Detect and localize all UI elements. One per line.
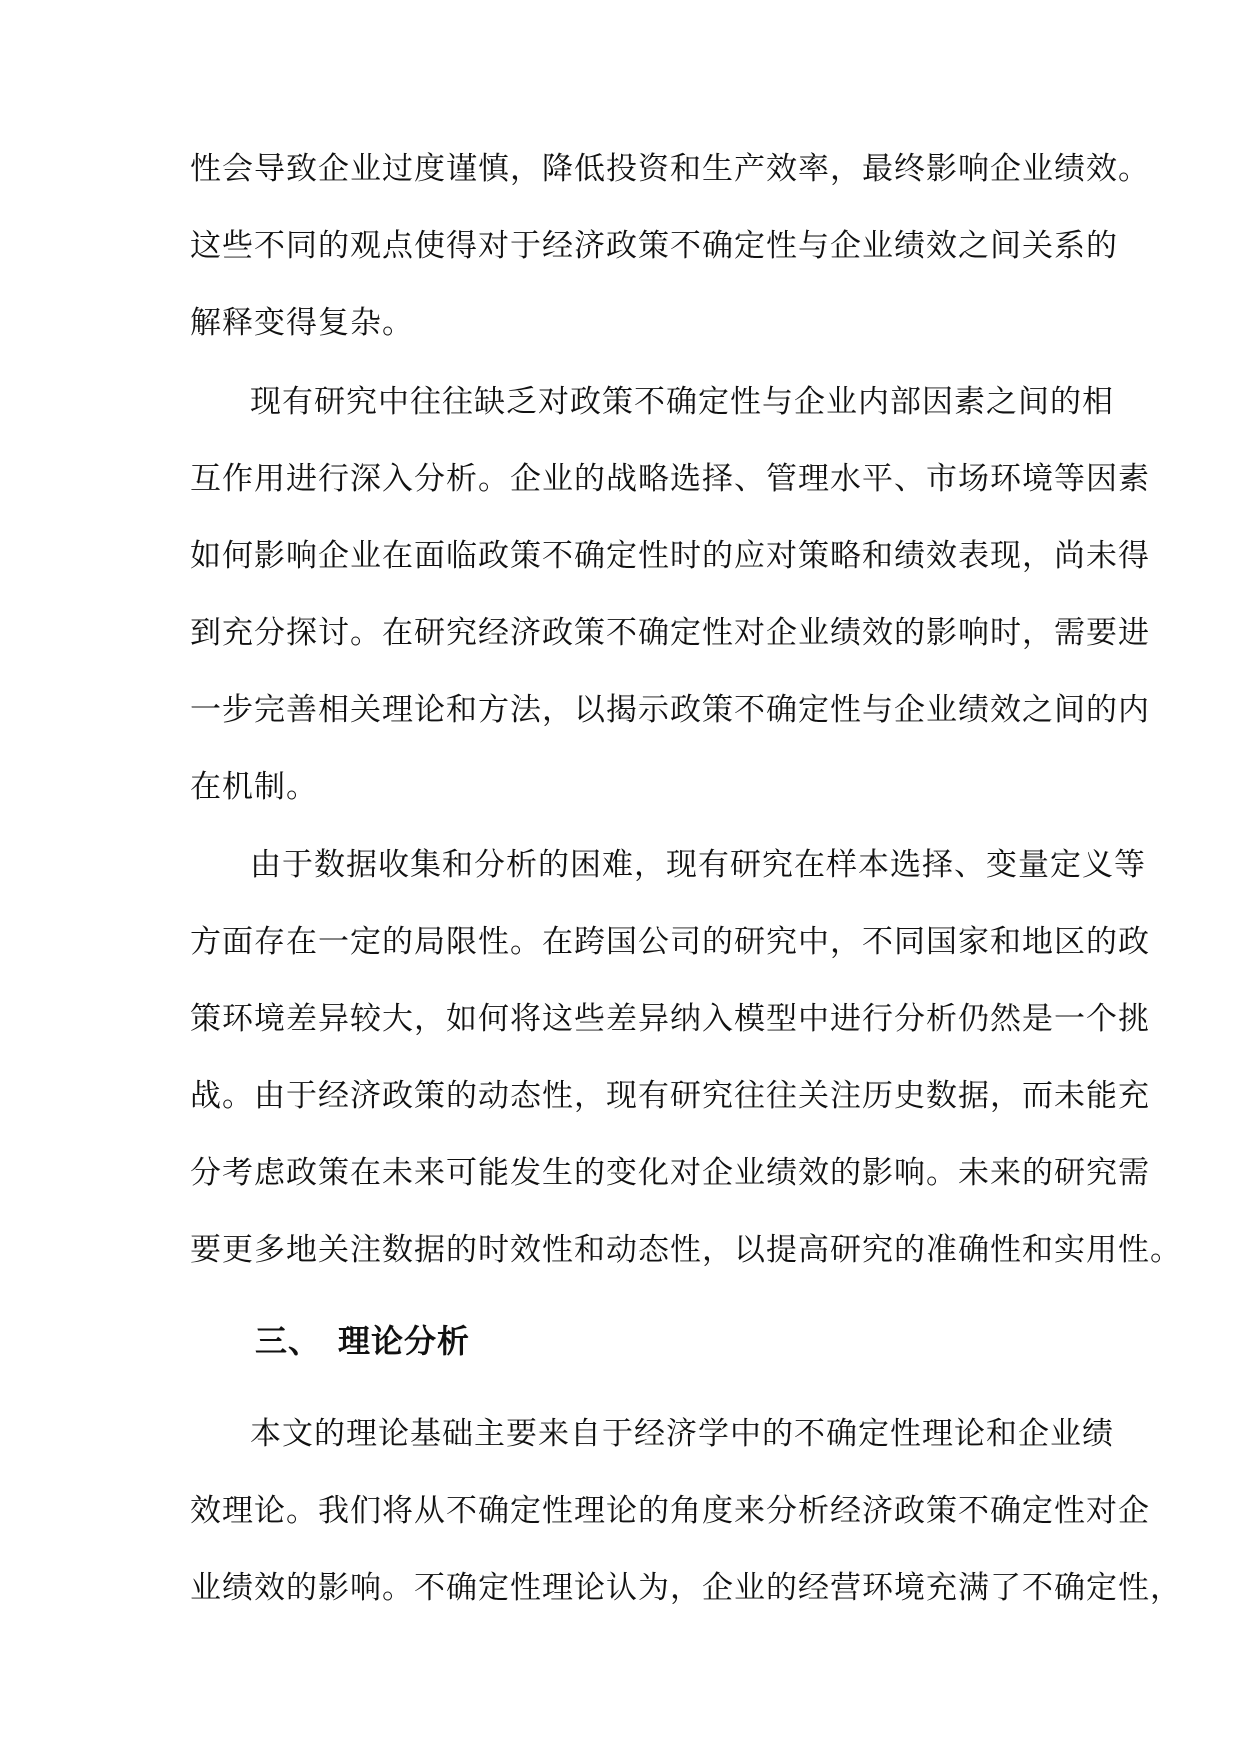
paragraph-line: 业绩效的影响。不确定性理论认为，企业的经营环境充满了不确定性， [190, 1570, 1182, 1606]
paragraph-line: 性会导致企业过度谨慎，降低投资和生产效率，最终影响企业绩效。 [190, 151, 1150, 187]
paragraph-line: 如何影响企业在面临政策不确定性时的应对策略和绩效表现，尚未得 [190, 538, 1150, 574]
paragraph-line: 要更多地关注数据的时效性和动态性，以提高研究的准确性和实用性。 [190, 1232, 1182, 1268]
paragraph-line: 战。由于经济政策的动态性，现有研究往往关注历史数据，而未能充 [190, 1078, 1150, 1114]
section-title: 理论分析 [338, 1322, 471, 1360]
paragraph-line: 方面存在一定的局限性。在跨国公司的研究中，不同国家和地区的政 [190, 924, 1150, 960]
paragraph-line: 在机制。 [190, 769, 318, 805]
paragraph-3 [190, 827, 1182, 1289]
paragraph-line: 解释变得复杂。 [190, 305, 414, 341]
section-heading [255, 1316, 470, 1366]
paragraph-line: 到充分探讨。在研究经济政策不确定性对企业绩效的影响时，需要进 [190, 615, 1150, 651]
paragraph-2 [190, 364, 1150, 826]
paragraph-line: 这些不同的观点使得对于经济政策不确定性与企业绩效之间关系的 [190, 228, 1118, 264]
paragraph-4 [190, 1396, 1182, 1627]
paragraph-line: 由于数据收集和分析的困难，现有研究在样本选择、变量定义等 [250, 847, 1146, 883]
paragraph-line: 效理论。我们将从不确定性理论的角度来分析经济政策不确定性对企 [190, 1493, 1150, 1529]
section-number: 三、 [255, 1322, 322, 1360]
paragraph-line: 分考虑政策在未来可能发生的变化对企业绩效的影响。未来的研究需 [190, 1155, 1150, 1191]
paragraph-1 [190, 131, 1150, 362]
paragraph-line: 现有研究中往往缺乏对政策不确定性与企业内部因素之间的相 [250, 384, 1114, 420]
paragraph-line: 互作用进行深入分析。企业的战略选择、管理水平、市场环境等因素 [190, 461, 1150, 497]
paragraph-line: 策环境差异较大，如何将这些差异纳入模型中进行分析仍然是一个挑 [190, 1001, 1150, 1037]
paragraph-line: 本文的理论基础主要来自于经济学中的不确定性理论和企业绩 [250, 1416, 1114, 1452]
paragraph-line: 一步完善相关理论和方法，以揭示政策不确定性与企业绩效之间的内 [190, 692, 1150, 728]
